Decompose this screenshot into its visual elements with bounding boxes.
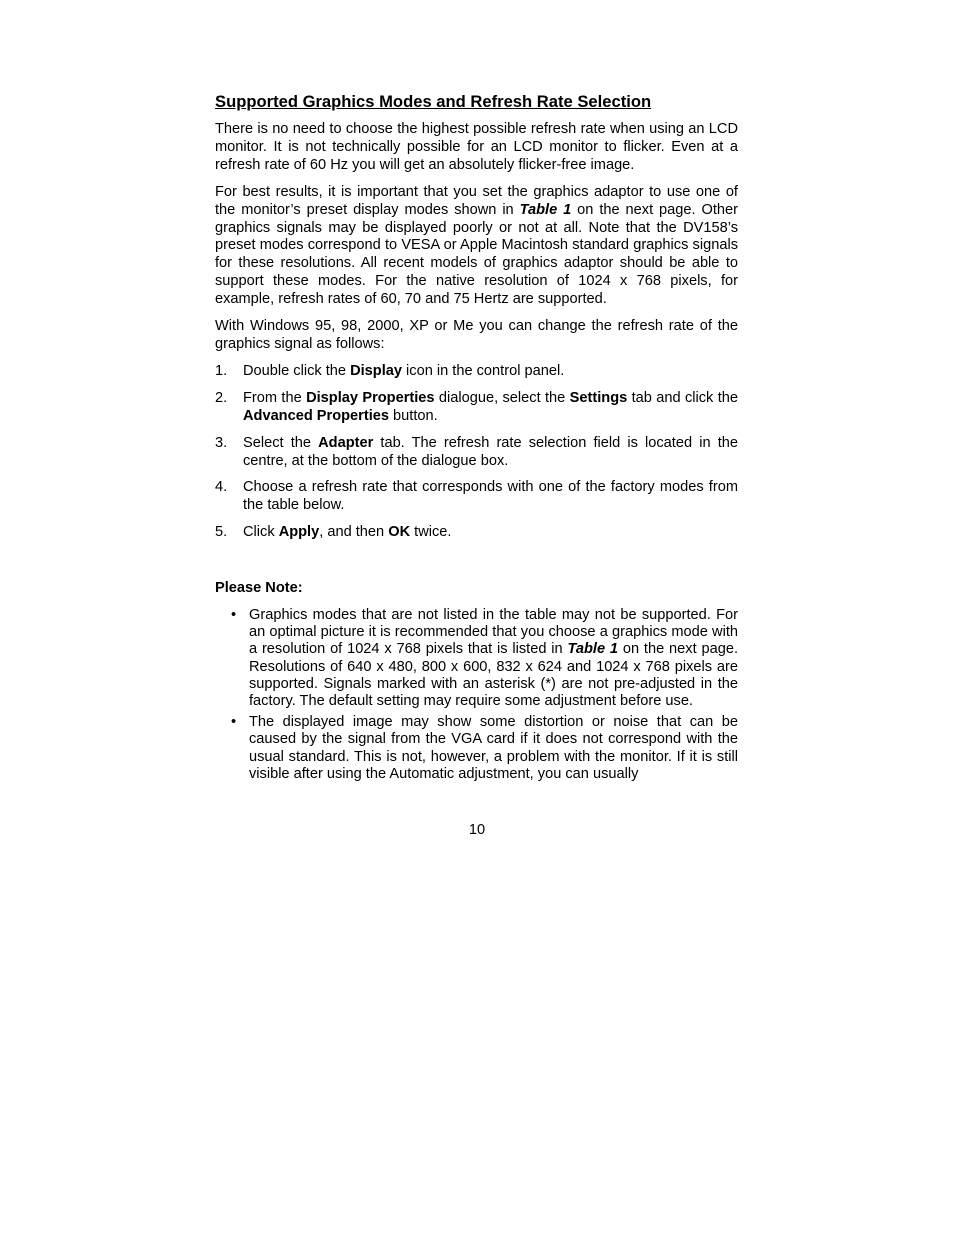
note-heading: Please Note: xyxy=(215,580,303,597)
manual-page xyxy=(215,92,738,787)
list-item: 3. Select the Adapter tab. The refresh rate selection field is located in the centre, at the bottom of the dialogue box. xyxy=(215,434,738,469)
list-item: 1. Double click the Display icon in the control panel. xyxy=(215,362,565,379)
paragraph-preset-modes: For best results, it is important that you set the graphics adaptor to use one of the monitor’s preset display modes shown in Table 1 on the next page. Other graphics signals may be displayed poorly or not at all. Note that the DV158’s preset modes correspond to VESA or Apple Macintosh standard graphics signals for these resolutions. All recent models of graphics adaptor should be able to support these modes. For the native resolution of 1024 x 768 pixels, for example, refresh rates of 60, 70 and 75 Hertz are supported. xyxy=(215,183,738,308)
list-item: 4. Choose a refresh rate that corresponds with one of the factory modes from the table below. xyxy=(215,479,738,514)
table-reference: Table 1 xyxy=(567,641,619,658)
notes-list xyxy=(215,607,738,783)
paragraph-windows-intro: With Windows 95, 98, 2000, XP or Me you can change the refresh rate of the graphics signal as follows: xyxy=(215,318,738,352)
list-item: • The displayed image may show some distortion or noise that can be caused by the signal from the VGA card if it does not correspond with the usual standard. This is not, however, a problem with the monitor. If it is still visible after using the Automatic adjustment, you can usually xyxy=(231,714,738,782)
table-reference: Table 1 xyxy=(519,201,572,218)
list-item: • Graphics modes that are not listed in the table may not be supported. For an optimal picture it is recommended that you choose a graphics mode with a resolution of 1024 x 768 pixels that is listed in Table 1 on the next page. Resolutions of 640 x 480, 800 x 600, 832 x 624 and 1024 x 768 pixels are supported. Signals marked with an asterisk (*) are not pre-adjusted in the factory. The default setting may require some adjustment before use. xyxy=(231,607,738,710)
bullet-icon: • xyxy=(231,607,237,624)
steps-list xyxy=(215,363,738,542)
bullet-icon: • xyxy=(231,714,237,731)
list-item: 2. From the Display Properties dialogue, select the Settings tab and click the Advanced Properties button. xyxy=(215,389,738,424)
paragraph-lcd-flicker: There is no need to choose the highest possible refresh rate when using an LCD monitor. It is not technically possible for an LCD monitor to flicker. Even at a refresh rate of 60 Hz you will get an absolutely flicker-free image. xyxy=(215,121,738,173)
section-heading: Supported Graphics Modes and Refresh Rate Selection xyxy=(215,92,652,111)
list-item: 5. Click Apply, and then OK twice. xyxy=(215,524,452,541)
page-number: 10 xyxy=(468,822,486,838)
